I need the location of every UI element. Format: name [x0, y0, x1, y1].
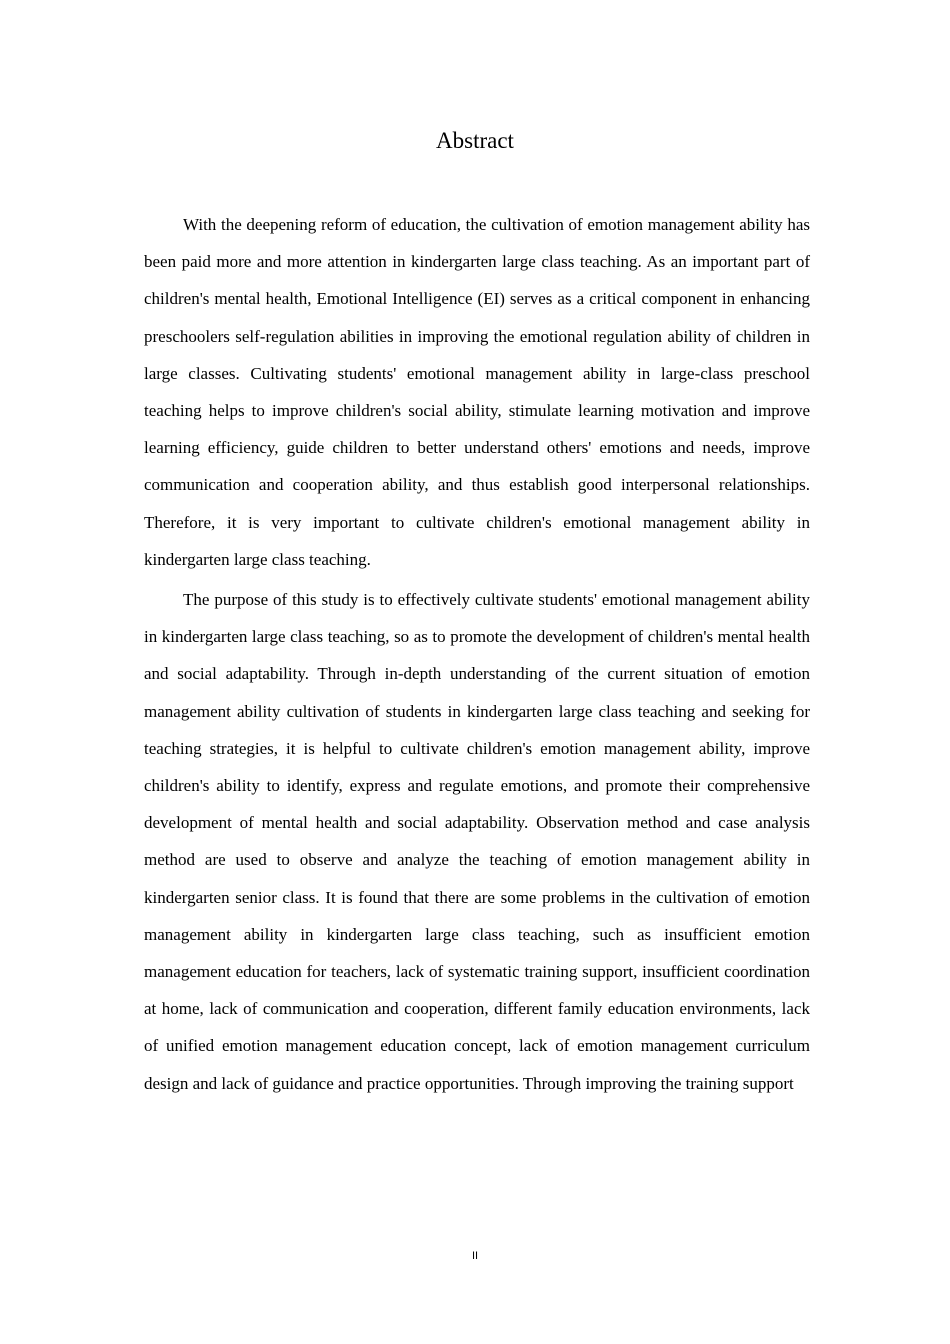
abstract-body — [144, 206, 810, 1102]
paragraph-1: With the deepening reform of education, the cultivation of emotion management ability has been paid more and more attention in kindergarten large class teaching. As an important part of children's mental health, Emotional Intelligence (EI) serves as a critical component in enhancing preschoolers self-regulation abilities in improving the emotional regulation ability of children in large classes. Cultivating students' emotional management ability in large-class preschool teaching helps to improve children's social ability, stimulate learning motivation and improve learning efficiency, guide children to better understand others' emotions and needs, improve communication and cooperation ability, and thus establish good interpersonal relationships. Therefore, it is very important to cultivate children's emotional management ability in kindergarten large class teaching. — [144, 215, 810, 569]
page-title: Abstract — [436, 128, 514, 153]
page-number: II — [471, 1250, 479, 1262]
paragraph-2: The purpose of this study is to effectively cultivate students' emotional management ability in kindergarten large class teaching, so as to promote the development of children's mental health and social adaptability. Through in-depth understanding of the current situation of emotion management ability cultivation of students in kindergarten large class teaching and seeking for teaching strategies, it is helpful to cultivate children's emotion management ability, improve children's ability to identify, express and regulate emotions, and promote their comprehensive development of mental health and social adaptability. Observation method and case analysis method are used to observe and analyze the teaching of emotion management ability in kindergarten senior class. It is found that there are some problems in the cultivation of emotion management ability in kindergarten large class teaching, such as insufficient emotion management education for teachers, lack of systematic training support, insufficient coordination at home, lack of communication and cooperation, different family education environments, lack of unified emotion management education concept, lack of emotion management curriculum design and lack of guidance and practice opportunities. Through improving the training support — [144, 590, 810, 1093]
